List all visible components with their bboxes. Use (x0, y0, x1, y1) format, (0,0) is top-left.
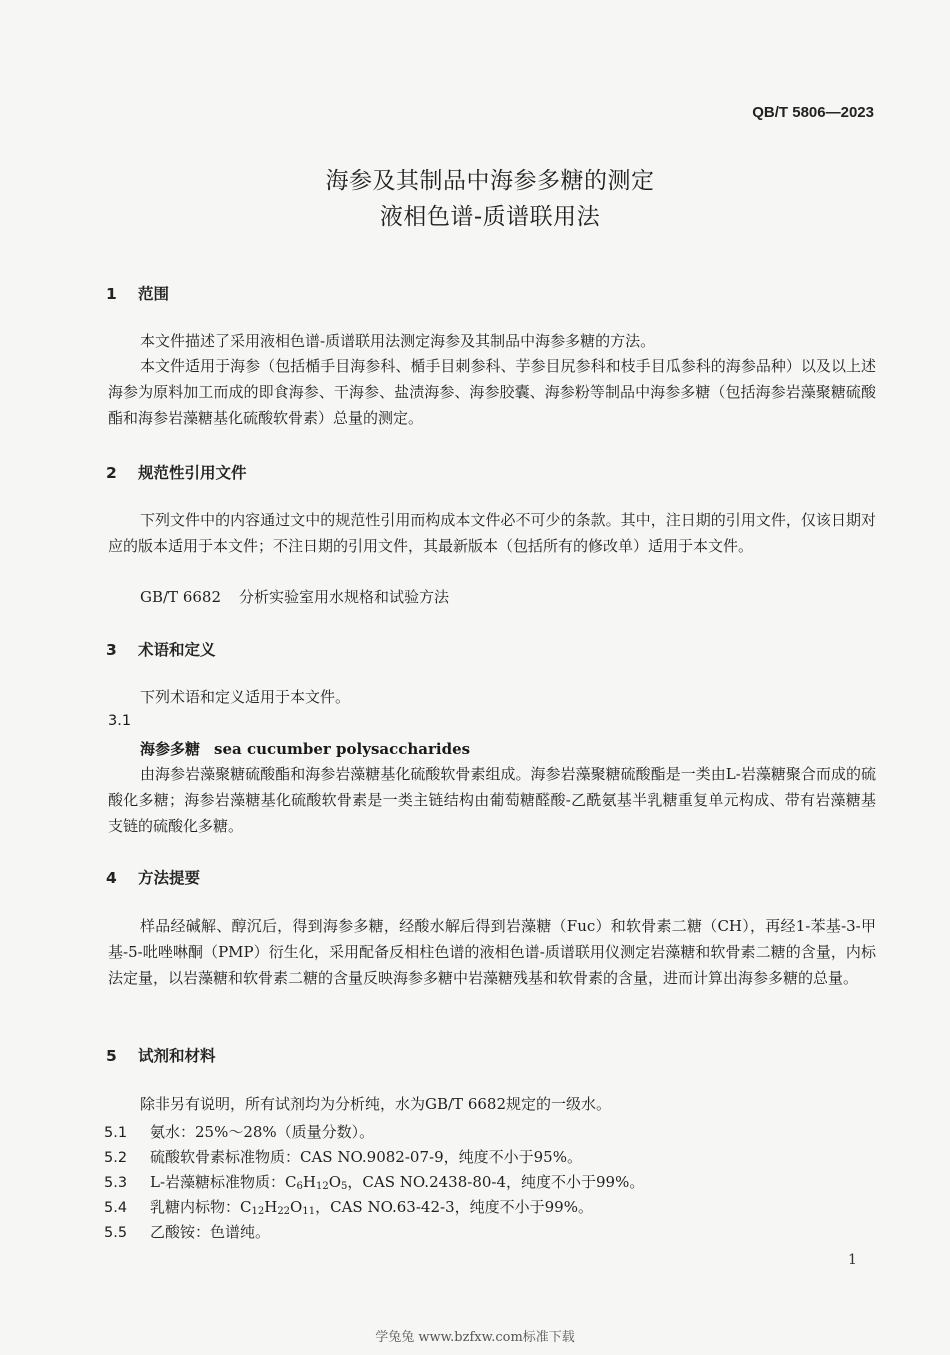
page-number: 1 (848, 1252, 857, 1268)
section-title: 试剂和材料 (138, 1047, 216, 1065)
item-number: 5.4 (104, 1200, 128, 1216)
item-text: 硫酸软骨素标准物质：CAS NO.9082-07-9，纯度不小于95%。 (150, 1148, 582, 1166)
section-title: 方法提要 (138, 869, 201, 887)
section-title: 术语和定义 (138, 641, 216, 659)
term-definition: 由海参岩藻聚糖硫酸酯和海参岩藻糖基化硫酸软骨素组成。海参岩藻聚糖硫酸酯是一类由L-岩藻糖聚合而成的硫酸化多糖；海参岩藻糖基化硫酸软骨素是一类主链结构由葡萄糖醛酸-乙酰氨基半乳糖重复单元构成、带有岩藻糖基支链的硫酸化多糖。 (108, 765, 876, 835)
reference-title: 分析实验室用水规格和试验方法 (239, 588, 450, 606)
term-entry (140, 738, 470, 759)
item-number: 5.5 (104, 1225, 128, 1241)
document-title-line1: 海参及其制品中海参多糖的测定 (325, 168, 655, 194)
item-number: 5.1 (104, 1125, 128, 1141)
section-4-heading (106, 866, 200, 888)
standard-number: QB/T 5806—2023 (752, 104, 874, 121)
section-title: 范围 (138, 285, 170, 303)
item-text: 乳糖内标物：$C_{12}H_{22}O_{11}$，CAS NO.63-42-3，纯度不小于99%。 (150, 1198, 593, 1217)
section-5-heading (106, 1044, 216, 1066)
item-text: 乙酸铵：色谱纯。 (150, 1223, 271, 1241)
reagent-item (104, 1196, 593, 1217)
term-english: sea cucumber polysaccharides (214, 740, 471, 758)
section-1-heading (106, 282, 169, 304)
section-4-paragraph-1: 样品经碱解、醇沉后，得到海参多糖，经酸水解后得到岩藻糖（Fuc）和软骨素二糖（CH），再经1-苯基-3-甲基-5-吡唑啉酮（PMP）衍生化，采用配备反相柱色谱的液相色谱-质谱联用仪测定岩藻糖和软骨素二糖的含量，内标法定量，以岩藻糖和软骨素二糖的含量反映海参多糖中岩藻糖残基和软骨素的含量，进而计算出海参多糖的总量。 (108, 917, 876, 987)
section-3-paragraph-1: 下列术语和定义适用于本文件。 (140, 688, 351, 706)
section-number: 4 (106, 869, 117, 887)
reference-code: GB/T 6682 (140, 588, 222, 606)
section-2-heading (106, 461, 247, 483)
section-2-paragraph-1: 下列文件中的内容通过文中的规范性引用而构成本文件必不可少的条款。其中，注日期的引用文件，仅该日期对应的版本适用于本文件；不注日期的引用文件，其最新版本（包括所有的修改单）适用于本文件。 (108, 511, 876, 555)
term-number: 3.1 (108, 713, 132, 729)
reagent-item (104, 1171, 644, 1192)
normative-reference (140, 584, 908, 610)
section-5-paragraph-1: 除非另有说明，所有试剂均为分析纯，水为GB/T 6682规定的一级水。 (140, 1095, 612, 1113)
item-number: 5.2 (104, 1150, 128, 1166)
reagent-item (104, 1221, 270, 1242)
section-1-paragraph-2: 本文件适用于海参（包括楯手目海参科、楯手目刺参科、芋参目尻参科和枝手目瓜参科的海参品种）以及以上述海参为原料加工而成的即食海参、干海参、盐渍海参、海参胶囊、海参粉等制品中海参多糖（包括海参岩藻聚糖硫酸酯和海参岩藻糖基化硫酸软骨素）总量的测定。 (108, 357, 876, 427)
reagent-item (104, 1146, 582, 1167)
item-text: L-岩藻糖标准物质：$C_6H_{12}O_5$，CAS NO.2438-80-4，纯度不小于99%。 (150, 1173, 645, 1192)
section-number: 3 (106, 641, 117, 659)
section-number: 2 (106, 464, 117, 482)
footer-watermark-text: 学兔兔 www.bzfxw.com标准下载 (375, 1330, 575, 1345)
item-number: 5.3 (104, 1175, 128, 1191)
section-title: 规范性引用文件 (138, 464, 247, 482)
term-chinese: 海参多糖 (140, 740, 201, 758)
item-text: 氨水：25%～28%（质量分数）。 (150, 1123, 375, 1141)
section-number: 5 (106, 1047, 117, 1065)
reagent-item (104, 1121, 374, 1142)
section-1-paragraph-1: 本文件描述了采用液相色谱-质谱联用法测定海参及其制品中海参多糖的方法。 (140, 332, 656, 350)
section-3-heading (106, 638, 216, 660)
document-title-line2: 液相色谱-质谱联用法 (379, 204, 601, 230)
section-number: 1 (106, 285, 117, 303)
